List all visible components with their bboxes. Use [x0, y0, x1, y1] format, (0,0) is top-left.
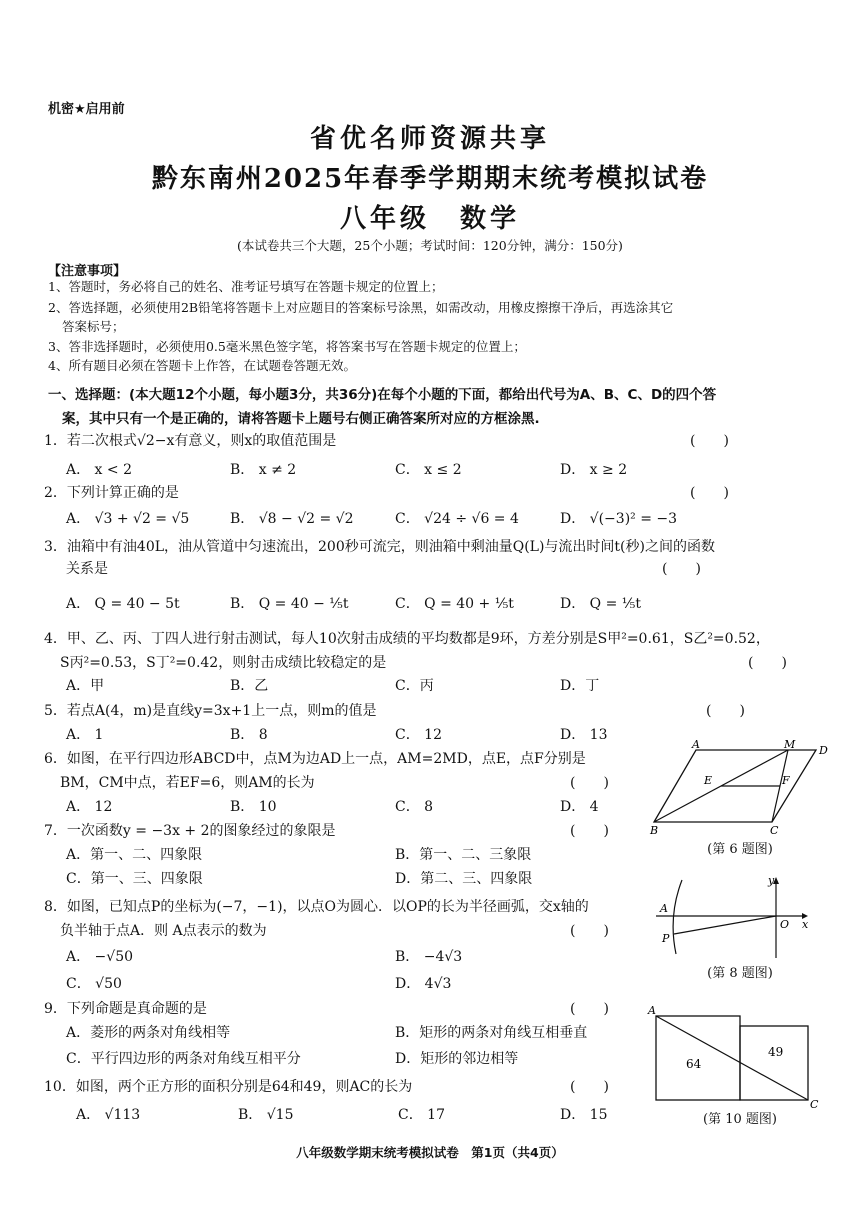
question-8-stem-1: 8．如图，已知点P的坐标为(−7，−1)，以点O为圆心．以OP的长为半径画弧，交x轴的: [44, 899, 589, 915]
q8-option-a: A． −√50: [66, 949, 134, 965]
q1-option-d: D． x ≥ 2: [560, 462, 628, 478]
q9-option-c: C．平行四边形的两条对角线互相平分: [66, 1051, 301, 1067]
fig8-label-a: A: [660, 902, 668, 915]
figure-8-caption: (第 8 题图): [707, 966, 773, 981]
fig10-label-64: 64: [686, 1057, 702, 1071]
question-3-stem-1: 3．油箱中有油40L，油从管道中匀速流出，200秒可流完，则油箱中剩油量Q(L)与流出时间t(秒)之间的函数: [44, 539, 715, 555]
question-4-stem-2: S丙²=0.53，S丁²=0.42，则射击成绩比较稳定的是: [60, 655, 387, 671]
fig8-label-o: O: [780, 918, 790, 931]
q4-option-b: B．乙: [230, 678, 269, 694]
note-item: 答案标号；: [62, 319, 125, 334]
figure-10-caption: (第 10 题图): [703, 1112, 777, 1127]
note-item: 1、答题时，务必将自己的姓名、准考证号填写在答题卡规定的位置上；: [48, 279, 444, 294]
page-footer: 八年级数学期末统考模拟试卷 第1页（共4页）: [296, 1145, 564, 1160]
q9-option-b: B．矩形的两条对角线互相垂直: [395, 1025, 588, 1041]
note-item: 4、所有题目必须在答题卡上作答，在试题卷答题无效。: [48, 358, 356, 373]
section-line-1: 一、选择题：(本大题12个小题，每小题3分，共36分)在每个小题的下面，都给出代号为A、B、C、D的四个答: [48, 387, 717, 403]
figure-10-squares: [644, 1004, 824, 1114]
fig10-label-49: 49: [768, 1045, 784, 1059]
q4-option-d: D．丁: [560, 678, 600, 694]
q7-option-b: B．第一、二、三象限: [395, 847, 532, 863]
confidential-mark: 机密★启用前: [48, 102, 125, 117]
question-2-stem: 2．下列计算正确的是: [44, 485, 179, 501]
answer-paren: ( ): [570, 923, 609, 939]
q1-option-c: C． x ≤ 2: [395, 462, 462, 478]
q5-option-b: B． 8: [230, 727, 268, 743]
section-heading: [48, 383, 818, 431]
q1-option-a: A． x < 2: [66, 462, 132, 478]
section-line-2: 案，其中只有一个是正确的，请将答题卡上题号右侧正确答案所对应的方框涂黑.: [62, 411, 540, 427]
figure-6-caption: (第 6 题图): [707, 842, 773, 857]
note-item: 3、答非选择题时，必须使用0.5毫米黑色签字笔，将答案书写在答题卡规定的位置上；: [48, 339, 526, 354]
q6-option-c: C． 8: [395, 799, 434, 815]
q6-option-d: D． 4: [560, 799, 599, 815]
q2-option-b: B． √8 − √2 = √2: [230, 511, 354, 527]
question-5-stem: 5．若点A(4，m)是直线y=3x+1上一点，则m的值是: [44, 703, 377, 719]
figure-8-coordinate: [652, 874, 822, 960]
answer-paren: ( ): [706, 703, 745, 719]
question-4-stem-1: 4．甲、乙、丙、丁四人进行射击测试，每人10次射击成绩的平均数都是9环，方差分别是S甲²=0.61，S乙²=0.52，: [44, 631, 770, 647]
q1-option-b: B． x ≠ 2: [230, 462, 297, 478]
q3-option-b: B． Q = 40 − ⅕t: [230, 596, 349, 612]
notes-heading: 【注意事项】: [48, 264, 127, 279]
q9-option-a: A．菱形的两条对角线相等: [66, 1025, 231, 1041]
answer-paren: ( ): [570, 775, 609, 791]
q6-option-a: A． 12: [66, 799, 113, 815]
fig6-label-d: D: [819, 744, 828, 757]
q7-option-d: D．第二、三、四象限: [395, 871, 533, 887]
fig6-label-m: M: [784, 738, 796, 751]
q10-option-b: B． √15: [238, 1107, 294, 1123]
question-3-stem-2: 关系是: [66, 561, 108, 577]
answer-paren: ( ): [748, 655, 787, 671]
q3-option-d: D． Q = ⅕t: [560, 596, 641, 612]
q5-option-d: D． 13: [560, 727, 608, 743]
q8-option-d: D． 4√3: [395, 976, 452, 992]
question-7-stem: 7．一次函数y = −3x + 2的图象经过的象限是: [44, 823, 336, 839]
q7-option-a: A．第一、二、四象限: [66, 847, 203, 863]
answer-paren: ( ): [570, 1001, 609, 1017]
question-6-stem-1: 6．如图，在平行四边形ABCD中，点M为边AD上一点，AM=2MD，点E，点F分别是: [44, 751, 586, 767]
fig10-label-a: A: [648, 1004, 656, 1017]
q3-option-c: C． Q = 40 + ⅕t: [395, 596, 514, 612]
q4-option-a: A．甲: [66, 678, 105, 694]
fig6-label-e: E: [704, 774, 713, 787]
question-8-stem-2: 负半轴于点A．则 A点表示的数为: [60, 923, 267, 939]
answer-paren: ( ): [690, 433, 729, 449]
fig6-label-f: F: [782, 774, 790, 787]
q10-option-c: C． 17: [398, 1107, 445, 1123]
q7-option-c: C．第一、三、四象限: [66, 871, 203, 887]
fig8-label-y: y: [768, 874, 775, 887]
page-title-2: 黔东南州2025年春季学期期末统考模拟试卷: [151, 164, 709, 194]
answer-paren: ( ): [690, 485, 729, 501]
fig10-label-c: C: [810, 1098, 819, 1111]
question-9-stem: 9．下列命题是真命题的是: [44, 1001, 207, 1017]
q10-option-d: D． 15: [560, 1107, 608, 1123]
fig6-label-b: B: [650, 824, 659, 834]
exam-subtitle: (本试卷共三个大题，25个小题；考试时间：120分钟，满分：150分): [237, 238, 623, 253]
q9-option-d: D．矩形的邻边相等: [395, 1051, 519, 1067]
q3-option-a: A． Q = 40 − 5t: [66, 596, 180, 612]
q10-option-a: A． √113: [76, 1107, 141, 1123]
q6-option-b: B． 10: [230, 799, 277, 815]
fig8-label-x: x: [802, 918, 809, 931]
fig8-label-p: P: [662, 932, 670, 945]
question-10-stem: 10．如图，两个正方形的面积分别是64和49，则AC的长为: [44, 1079, 413, 1095]
answer-paren: ( ): [570, 1079, 609, 1095]
q5-option-c: C． 12: [395, 727, 442, 743]
page-title-3: 八年级 数学: [339, 204, 520, 234]
q2-option-c: C． √24 ÷ √6 = 4: [395, 511, 519, 527]
question-6-stem-2: BM，CM中点，若EF=6，则AM的长为: [60, 775, 315, 791]
answer-paren: ( ): [662, 561, 701, 577]
q8-option-b: B． −4√3: [395, 949, 463, 965]
note-item: 2、答选择题，必须使用2B铅笔将答题卡上对应题目的答案标号涂黑，如需改动，用橡皮擦擦干净后，再选涂其它: [48, 300, 674, 315]
answer-paren: ( ): [570, 823, 609, 839]
q8-option-c: C． √50: [66, 976, 122, 992]
page-title-1: 省优名师资源共享: [309, 124, 550, 154]
q2-option-d: D． √(−3)² = −3: [560, 511, 678, 527]
fig6-label-c: C: [770, 824, 779, 834]
q5-option-a: A． 1: [66, 727, 104, 743]
q4-option-c: C．丙: [395, 678, 434, 694]
question-1-stem: 1．若二次根式√2−x有意义，则x的取值范围是: [44, 433, 337, 449]
fig6-label-a: A: [692, 738, 700, 751]
q2-option-a: A． √3 + √2 = √5: [66, 511, 190, 527]
